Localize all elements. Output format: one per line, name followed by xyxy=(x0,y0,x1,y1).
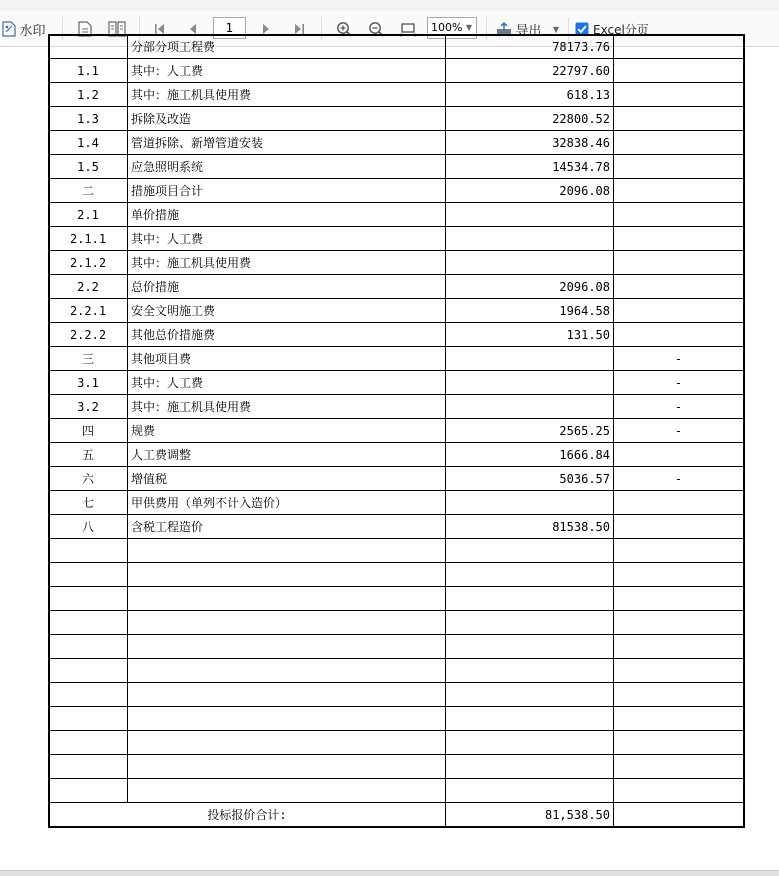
item-name-cell xyxy=(128,611,446,635)
amount-cell xyxy=(446,347,614,371)
remark-cell xyxy=(614,731,744,755)
row-number-cell: 四 xyxy=(49,419,128,443)
table-row xyxy=(49,371,744,395)
row-number-cell xyxy=(49,563,128,587)
item-name-cell xyxy=(128,635,446,659)
row-number-cell: 2.1.1 xyxy=(49,227,128,251)
remark-cell: - xyxy=(614,419,744,443)
amount-cell: 81538.50 xyxy=(446,515,614,539)
amount-cell xyxy=(446,779,614,803)
amount-cell: 1964.58 xyxy=(446,299,614,323)
amount-cell xyxy=(446,635,614,659)
amount-cell xyxy=(446,203,614,227)
row-number-cell: 2.2.1 xyxy=(49,299,128,323)
remark-cell xyxy=(614,539,744,563)
table-row xyxy=(49,635,744,659)
zoom-value: 100% xyxy=(431,21,463,34)
amount-cell: 2565.25 xyxy=(446,419,614,443)
item-name-cell: 人工费调整 xyxy=(128,443,446,467)
row-number-cell: 2.2.2 xyxy=(49,323,128,347)
remark-cell xyxy=(614,491,744,515)
row-number-cell xyxy=(49,35,128,59)
item-name-cell: 其中：施工机具使用费 xyxy=(128,251,446,275)
item-name-cell xyxy=(128,563,446,587)
table-row xyxy=(49,395,744,419)
excel-paging-label: Excel分页 xyxy=(593,22,649,37)
amount-cell xyxy=(446,755,614,779)
row-number-cell: 3.2 xyxy=(49,395,128,419)
row-number-cell: 六 xyxy=(49,467,128,491)
table-row xyxy=(49,107,744,131)
amount-cell xyxy=(446,395,614,419)
remark-cell xyxy=(614,83,744,107)
table-row xyxy=(49,659,744,683)
amount-cell: 1666.84 xyxy=(446,443,614,467)
amount-cell xyxy=(446,563,614,587)
item-name-cell: 措施项目合计 xyxy=(128,179,446,203)
amount-cell: 22797.60 xyxy=(446,59,614,83)
remark-cell xyxy=(614,179,744,203)
amount-cell: 78173.76 xyxy=(446,35,614,59)
amount-cell xyxy=(446,683,614,707)
remark-cell xyxy=(614,683,744,707)
item-name-cell: 甲供费用（单列不计入造价） xyxy=(128,491,446,515)
remark-cell xyxy=(614,323,744,347)
table-row xyxy=(49,347,744,371)
table-row xyxy=(49,539,744,563)
remark-cell xyxy=(614,587,744,611)
watermark-icon xyxy=(2,21,16,37)
amount-cell: 32838.46 xyxy=(446,131,614,155)
amount-cell: 2096.08 xyxy=(446,179,614,203)
remark-cell: - xyxy=(614,395,744,419)
table-row xyxy=(49,467,744,491)
row-number-cell xyxy=(49,707,128,731)
amount-cell: 618.13 xyxy=(446,83,614,107)
item-name-cell: 总价措施 xyxy=(128,275,446,299)
remark-cell xyxy=(614,227,744,251)
table-row xyxy=(49,299,744,323)
row-number-cell xyxy=(49,683,128,707)
amount-cell xyxy=(446,371,614,395)
remark-cell: - xyxy=(614,467,744,491)
row-number-cell xyxy=(49,779,128,803)
remark-cell: - xyxy=(614,371,744,395)
item-name-cell: 管道拆除、新增管道安装 xyxy=(128,131,446,155)
item-name-cell: 含税工程造价 xyxy=(128,515,446,539)
item-name-cell: 其中：人工费 xyxy=(128,227,446,251)
row-number-cell: 1.5 xyxy=(49,155,128,179)
remark-cell xyxy=(614,155,744,179)
remark-cell xyxy=(614,59,744,83)
amount-cell: 131.50 xyxy=(446,323,614,347)
remark-cell xyxy=(614,443,744,467)
amount-cell: 5036.57 xyxy=(446,467,614,491)
table-row xyxy=(49,155,744,179)
row-number-cell: 2.1.2 xyxy=(49,251,128,275)
row-number-cell: 七 xyxy=(49,491,128,515)
remark-cell xyxy=(614,707,744,731)
table-row xyxy=(49,131,744,155)
total-row xyxy=(49,803,744,827)
total-amount: 81,538.50 xyxy=(446,803,614,827)
item-name-cell: 其中：施工机具使用费 xyxy=(128,83,446,107)
item-name-cell: 应急照明系统 xyxy=(128,155,446,179)
remark-cell xyxy=(614,779,744,803)
row-number-cell: 二 xyxy=(49,179,128,203)
cost-summary-table xyxy=(48,34,744,827)
table-row xyxy=(49,419,744,443)
remark-cell: - xyxy=(614,347,744,371)
table-row xyxy=(49,203,744,227)
item-name-cell: 安全文明施工费 xyxy=(128,299,446,323)
table-row xyxy=(49,443,744,467)
amount-cell xyxy=(446,539,614,563)
row-number-cell: 2.1 xyxy=(49,203,128,227)
item-name-cell: 拆除及改造 xyxy=(128,107,446,131)
total-label: 投标报价合计: xyxy=(49,803,446,827)
item-name-cell: 分部分项工程费 xyxy=(128,35,446,59)
table-row xyxy=(49,323,744,347)
table-row xyxy=(49,35,744,59)
chevron-down-icon: ▼ xyxy=(552,24,560,34)
remark-cell xyxy=(614,251,744,275)
table-row xyxy=(49,587,744,611)
table-row xyxy=(49,251,744,275)
item-name-cell: 其中：施工机具使用费 xyxy=(128,395,446,419)
row-number-cell xyxy=(49,755,128,779)
remark-cell xyxy=(614,299,744,323)
item-name-cell: 其中：人工费 xyxy=(128,59,446,83)
amount-cell xyxy=(446,659,614,683)
total-remark-cell xyxy=(614,803,744,827)
table-row xyxy=(49,179,744,203)
remark-cell xyxy=(614,659,744,683)
row-number-cell: 1.2 xyxy=(49,83,128,107)
item-name-cell xyxy=(128,755,446,779)
remark-cell xyxy=(614,515,744,539)
row-number-cell xyxy=(49,731,128,755)
table-row xyxy=(49,731,744,755)
row-number-cell xyxy=(49,611,128,635)
amount-cell xyxy=(446,587,614,611)
amount-cell xyxy=(446,227,614,251)
table-row xyxy=(49,83,744,107)
watermark-label: 水印 xyxy=(19,23,46,39)
item-name-cell: 其中：人工费 xyxy=(128,371,446,395)
item-name-cell xyxy=(128,707,446,731)
table-row xyxy=(49,515,744,539)
item-name-cell xyxy=(128,659,446,683)
remark-cell xyxy=(614,755,744,779)
row-number-cell: 1.3 xyxy=(49,107,128,131)
amount-cell: 14534.78 xyxy=(446,155,614,179)
remark-cell xyxy=(614,611,744,635)
export-label: 导出 xyxy=(515,23,542,39)
row-number-cell: 2.2 xyxy=(49,275,128,299)
item-name-cell: 增值税 xyxy=(128,467,446,491)
remark-cell xyxy=(614,107,744,131)
item-name-cell xyxy=(128,731,446,755)
remark-cell xyxy=(614,563,744,587)
report-viewport[interactable] xyxy=(0,39,779,870)
item-name-cell: 单价措施 xyxy=(128,203,446,227)
amount-cell: 22800.52 xyxy=(446,107,614,131)
row-number-cell: 五 xyxy=(49,443,128,467)
item-name-cell: 其他总价措施费 xyxy=(128,323,446,347)
amount-cell xyxy=(446,491,614,515)
remark-cell xyxy=(614,203,744,227)
row-number-cell xyxy=(49,659,128,683)
item-name-cell xyxy=(128,539,446,563)
row-number-cell xyxy=(49,539,128,563)
table-row xyxy=(49,707,744,731)
row-number-cell: 三 xyxy=(49,347,128,371)
amount-cell: 2096.08 xyxy=(446,275,614,299)
amount-cell xyxy=(446,611,614,635)
table-row xyxy=(49,563,744,587)
table-row xyxy=(49,779,744,803)
table-row xyxy=(49,275,744,299)
row-number-cell xyxy=(49,587,128,611)
item-name-cell xyxy=(128,683,446,707)
table-row xyxy=(49,59,744,83)
row-number-cell: 八 xyxy=(49,515,128,539)
table-row xyxy=(49,611,744,635)
amount-cell xyxy=(446,731,614,755)
row-number-cell: 3.1 xyxy=(49,371,128,395)
remark-cell xyxy=(614,635,744,659)
chevron-down-icon: ▼ xyxy=(465,23,472,32)
amount-cell xyxy=(446,707,614,731)
row-number-cell xyxy=(49,635,128,659)
amount-cell xyxy=(446,251,614,275)
table-row xyxy=(49,683,744,707)
remark-cell xyxy=(614,35,744,59)
item-name-cell: 其他项目费 xyxy=(128,347,446,371)
page-number-input[interactable]: 1 xyxy=(213,17,246,39)
watermark-button[interactable] xyxy=(0,17,48,41)
item-name-cell: 规费 xyxy=(128,419,446,443)
remark-cell xyxy=(614,131,744,155)
remark-cell xyxy=(614,275,744,299)
table-row xyxy=(49,491,744,515)
row-number-cell: 1.1 xyxy=(49,59,128,83)
item-name-cell xyxy=(128,587,446,611)
item-name-cell xyxy=(128,779,446,803)
table-row xyxy=(49,755,744,779)
status-bar xyxy=(0,870,779,876)
table-row xyxy=(49,227,744,251)
row-number-cell: 1.4 xyxy=(49,131,128,155)
